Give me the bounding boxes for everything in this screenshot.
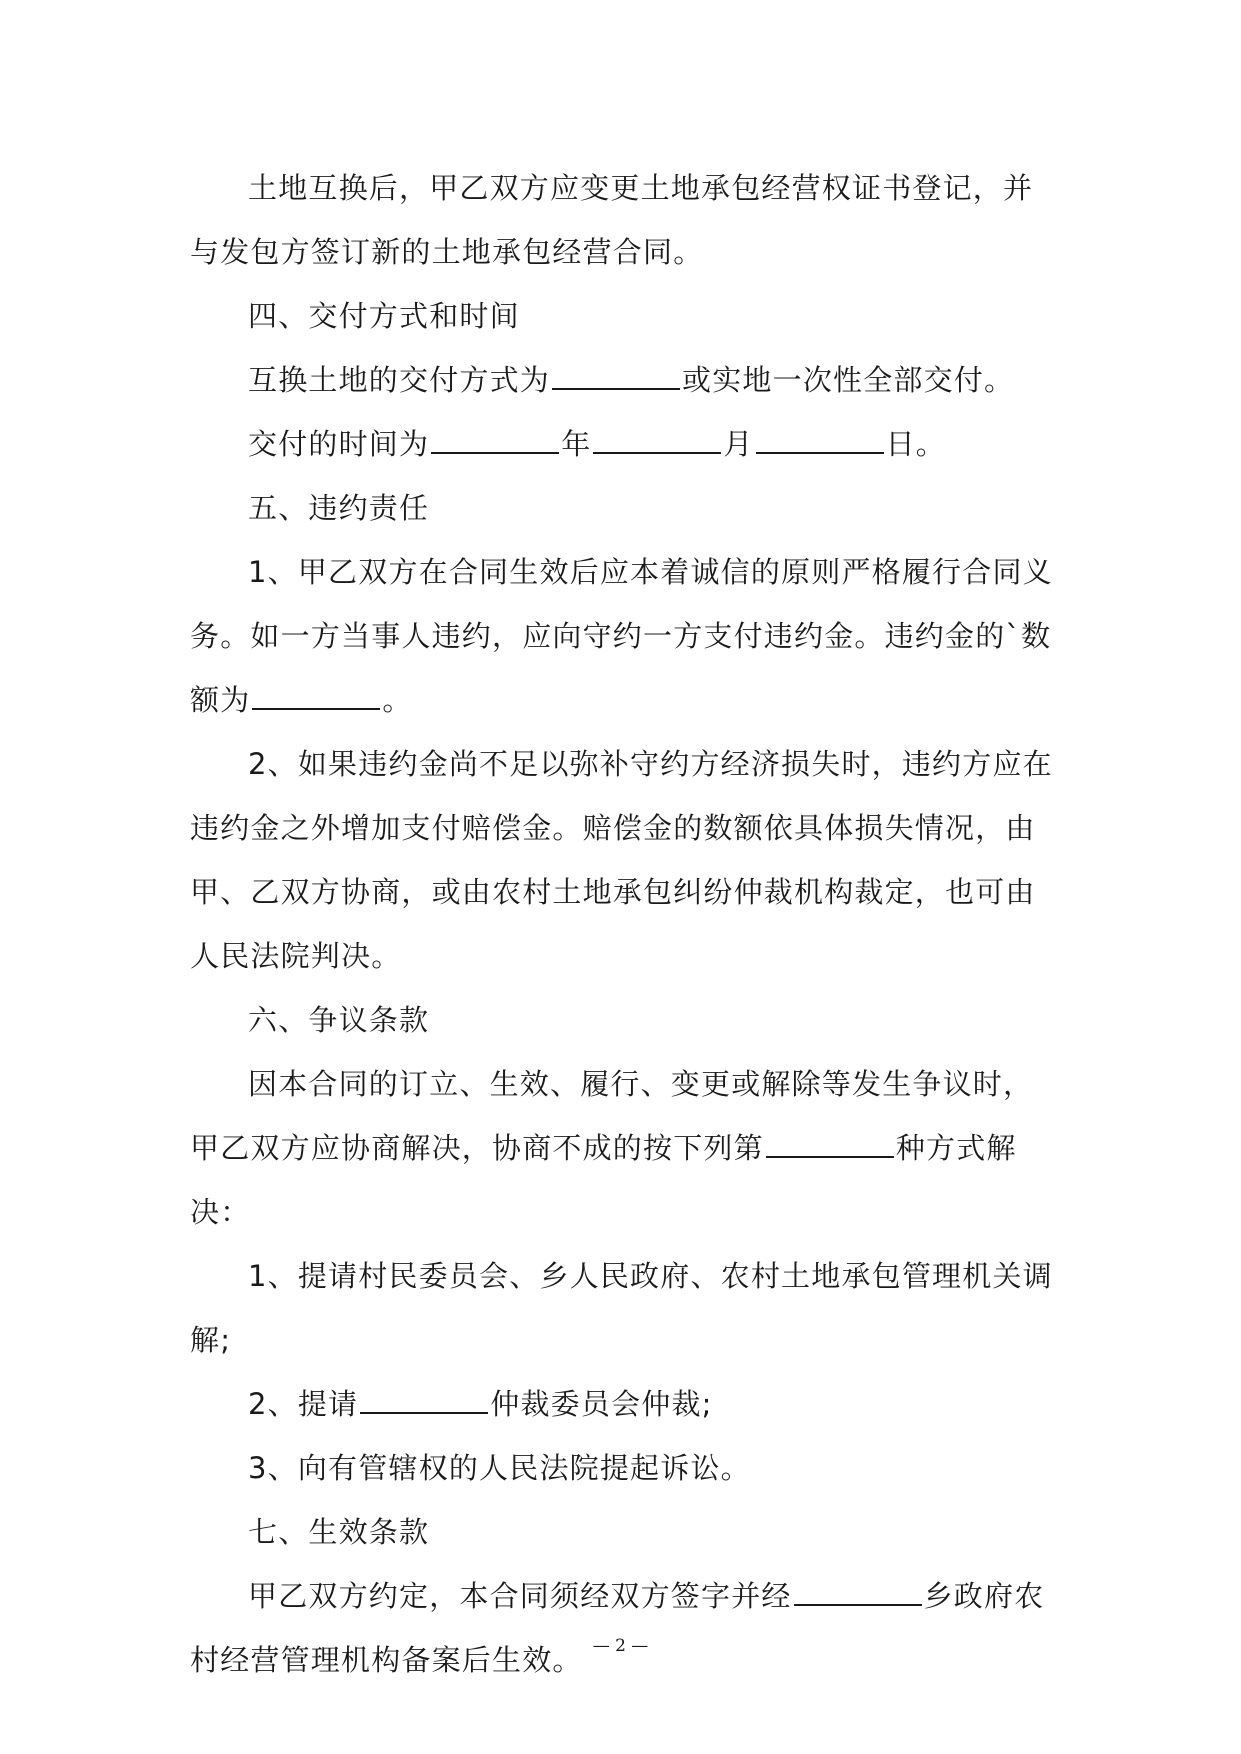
paragraph-effectiveness: 甲乙双方约定，本合同须经双方签字并经 乡政府农村经营管理机构备案后生效。	[190, 1564, 1060, 1692]
section-heading-effectiveness: 七、生效条款	[248, 1515, 430, 1549]
fill-blank-year[interactable]	[431, 422, 559, 454]
list-item-mediation: 1、提请村民委员会、乡人民政府、农村土地承包管理机关调解;	[190, 1259, 1053, 1357]
fill-blank-delivery-method[interactable]	[552, 358, 680, 390]
fill-blank-arbitration-committee[interactable]	[360, 1382, 488, 1414]
document-body	[190, 156, 1060, 1692]
fill-blank-day[interactable]	[756, 422, 884, 454]
fill-blank-township[interactable]	[794, 1574, 922, 1606]
paragraph-compensation: 2、如果违约金尚不足以弥补守约方经济损失时，违约方应在违约金之外增加支付赔偿金。赔偿金的数额依具体损失情况，由甲、乙双方协商，或由农村土地承包纠纷仲裁机构裁定，也可由人民法院判决。	[190, 747, 1053, 973]
list-item-litigation: 3、向有管辖权的人民法院提起诉讼。	[248, 1451, 751, 1485]
section-heading-delivery: 四、交付方式和时间	[248, 299, 520, 333]
fill-blank-penalty-amount[interactable]	[252, 678, 380, 710]
section-heading-dispute: 六、争议条款	[248, 1003, 430, 1037]
page-number: — 2 —	[592, 1636, 649, 1656]
paragraph-delivery-time: 交付的时间为 年 月 日。	[190, 412, 1060, 476]
paragraph-dispute-resolution: 因本合同的订立、生效、履行、变更或解除等发生争议时，甲乙双方应协商解决，协商不成的按下列第 种方式解决：	[190, 1067, 1034, 1229]
fill-blank-resolution-option[interactable]	[766, 1126, 894, 1158]
fill-blank-month[interactable]	[593, 422, 721, 454]
section-heading-breach: 五、违约责任	[248, 491, 430, 525]
paragraph-delivery-method: 互换土地的交付方式为 或实地一次性全部交付。	[190, 348, 1060, 412]
paragraph-breach-penalty: 1、甲乙双方在合同生效后应本着诚信的原则严格履行合同义务。如一方当事人违约，应向守约一方支付违约金。违约金的`数额为 。	[190, 555, 1053, 717]
paragraph-land-exchange-registration: 土地互换后，甲乙双方应变更土地承包经营权证书登记，并与发包方签订新的土地承包经营合同。	[190, 171, 1034, 269]
list-item-arbitration: 2、提请 仲裁委员会仲裁;	[190, 1372, 1060, 1436]
